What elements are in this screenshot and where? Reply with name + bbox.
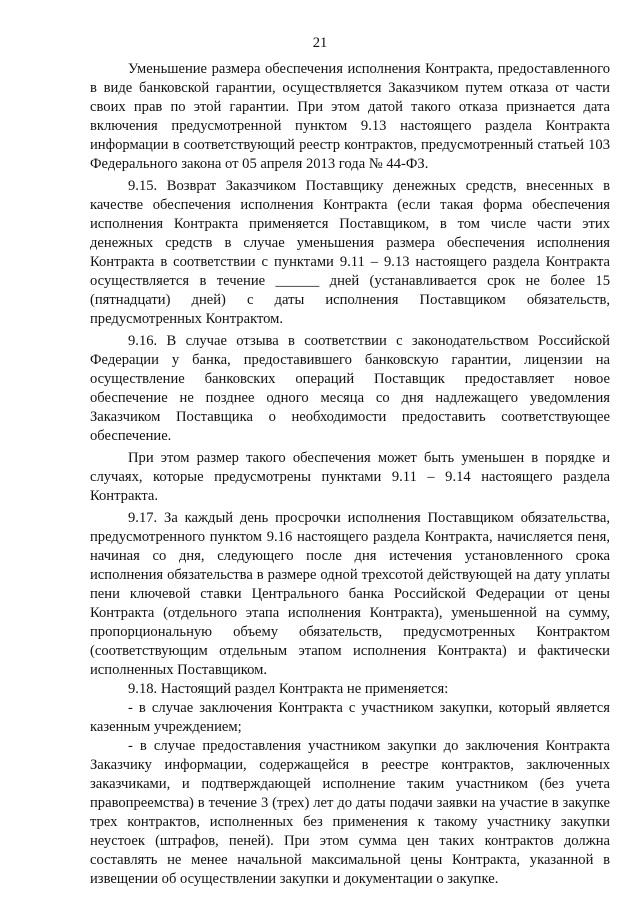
paragraph-security-reduction: При этом размер такого обеспечения может быть уменьшен в порядке и случаях, которые предусмотрены пунктами 9.11 – 9.14 настоящего раздела Контракта. (90, 450, 610, 504)
paragraph-9-16: 9.16. В случае отзыва в соответствии с законодательством Российской Федерации у банка, предоставившего банковскую гарантии, лицензии на осуществление банковских операций Поставщик предоставляет новое обеспечение не позднее одного месяца со дня надлежащего уведомления Заказчиком Поставщика о необходимости предоставить соответствующее обеспечение. (90, 333, 610, 444)
list-item-contract-registry: - в случае предоставления участником закупки до заключения Контракта Заказчику информации, содержащейся в реестре контрактов, заключенных заказчиками, и подтверждающей исполнение таким участником (без учета правопреемства) в течение 3 (трех) лет до даты подачи заявки на участие в закупке трех контрактов, исполненных без применения к такому участнику закупки неустоек (штрафов, пеней). При этом сумма цен таких контрактов должна составлять не менее начальной максимальной цены Контракта, указанной в извещении об осуществлении закупки и документации о закупке. (90, 738, 610, 887)
document-body (90, 60, 610, 889)
paragraph-9-17: 9.17. За каждый день просрочки исполнения Поставщиком обязательства, предусмотренного пунктом 9.16 настоящего раздела Контракта, начисляется пеня, начиная со дня, следующего после дня истечения установленного срока исполнения обязательства в размере одной трехсотой действующей на дату уплаты пени ключевой ставки Центрального банка Российской Федерации от цены Контракта (отдельного этапа исполнения Контракта), уменьшенной на сумму, пропорциональную объему обязательств, предусмотренных Контрактом (соответствующим отдельным этапом исполнения Контракта) и фактически исполненных Поставщиком. (90, 510, 610, 678)
list-item-state-institution: - в случае заключения Контракта с участником закупки, который является казенным учреждением; (90, 700, 610, 735)
page-number: 21 (312, 35, 328, 51)
paragraph-9-15: 9.15. Возврат Заказчиком Поставщику денежных средств, внесенных в качестве обеспечения исполнения Контракта (если такая форма обеспечения исполнения Контракта применяется Поставщиком, в том числе части этих денежных средств в случае уменьшения размера обеспечения исполнения Контракта в соответствии с пунктами 9.11 – 9.13 настоящего раздела Контракта осуществляется в течение ______ дней (устанавливается срок не более 15 (пятнадцати) дней) с даты исполнения Поставщиком обязательств, предусмотренных Контрактом. (90, 178, 610, 327)
paragraph-guarantee-reduction: Уменьшение размера обеспечения исполнения Контракта, предоставленного в виде банковской гарантии, осуществляется Заказчиком путем отказа от части своих прав по этой гарантии. При этом датой такого отказа признается дата включения предусмотренной пунктом 9.13 настоящего раздела Контракта информации в соответствующий реестр контрактов, предусмотренный статьей 103 Федерального закона от 05 апреля 2013 года № 44-ФЗ. (90, 61, 610, 172)
paragraph-9-18: 9.18. Настоящий раздел Контракта не применяется: (128, 681, 449, 697)
